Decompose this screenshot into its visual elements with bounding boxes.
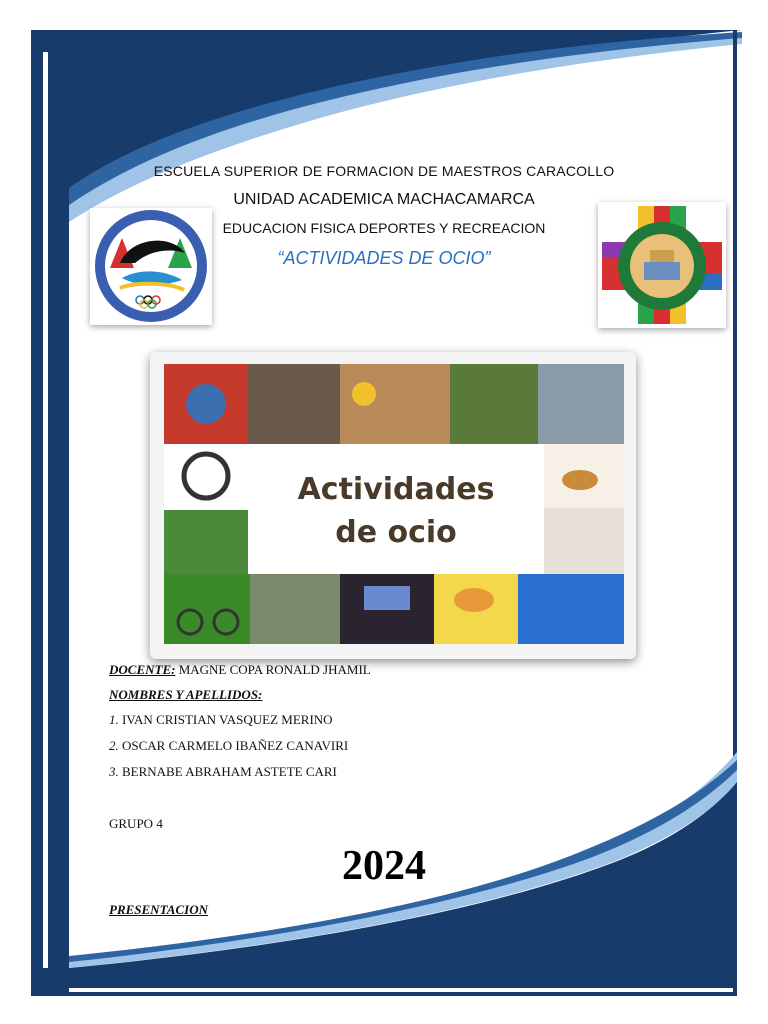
student-name: IVAN CRISTIAN VASQUEZ MERINO	[118, 712, 333, 727]
cover-caption-line2: de ocio	[335, 515, 457, 550]
document-title: “ACTIVIDADES DE OCIO”	[277, 248, 491, 268]
teacher-line	[109, 662, 371, 678]
academic-unit: UNIDAD ACADEMICA MACHACAMARCA	[233, 191, 535, 208]
student-item: 2. OSCAR CARMELO IBAÑEZ CANAVIRI	[109, 738, 349, 753]
names-heading	[109, 687, 262, 703]
teacher-name: MAGNE COPA RONALD JHAMIL	[175, 662, 371, 677]
student-item: 3. BERNABE ABRAHAM ASTETE CARI	[109, 764, 337, 779]
school-name: ESCUELA SUPERIOR DE FORMACION DE MAESTROS CARACOLLO	[153, 163, 615, 179]
student-name: OSCAR CARMELO IBAÑEZ CANAVIRI	[118, 738, 349, 753]
teacher-label: DOCENTE:	[109, 662, 176, 677]
left-institution-logo	[90, 208, 212, 325]
names-label: NOMBRES Y APELLIDOS:	[109, 687, 263, 702]
student-name: BERNABE ABRAHAM ASTETE CARI	[118, 764, 337, 779]
year: 2024	[342, 843, 426, 889]
program-name: EDUCACION FISICA DEPORTES Y RECREACION	[222, 220, 546, 236]
group-label: GRUPO 4	[109, 816, 163, 831]
student-item: 1. IVAN CRISTIAN VASQUEZ MERINO	[109, 712, 333, 727]
cover-image	[150, 352, 636, 659]
presentation-heading: PRESENTACION	[109, 902, 208, 917]
right-institution-logo	[598, 202, 726, 328]
cover-caption-line1: Actividades	[297, 472, 495, 507]
